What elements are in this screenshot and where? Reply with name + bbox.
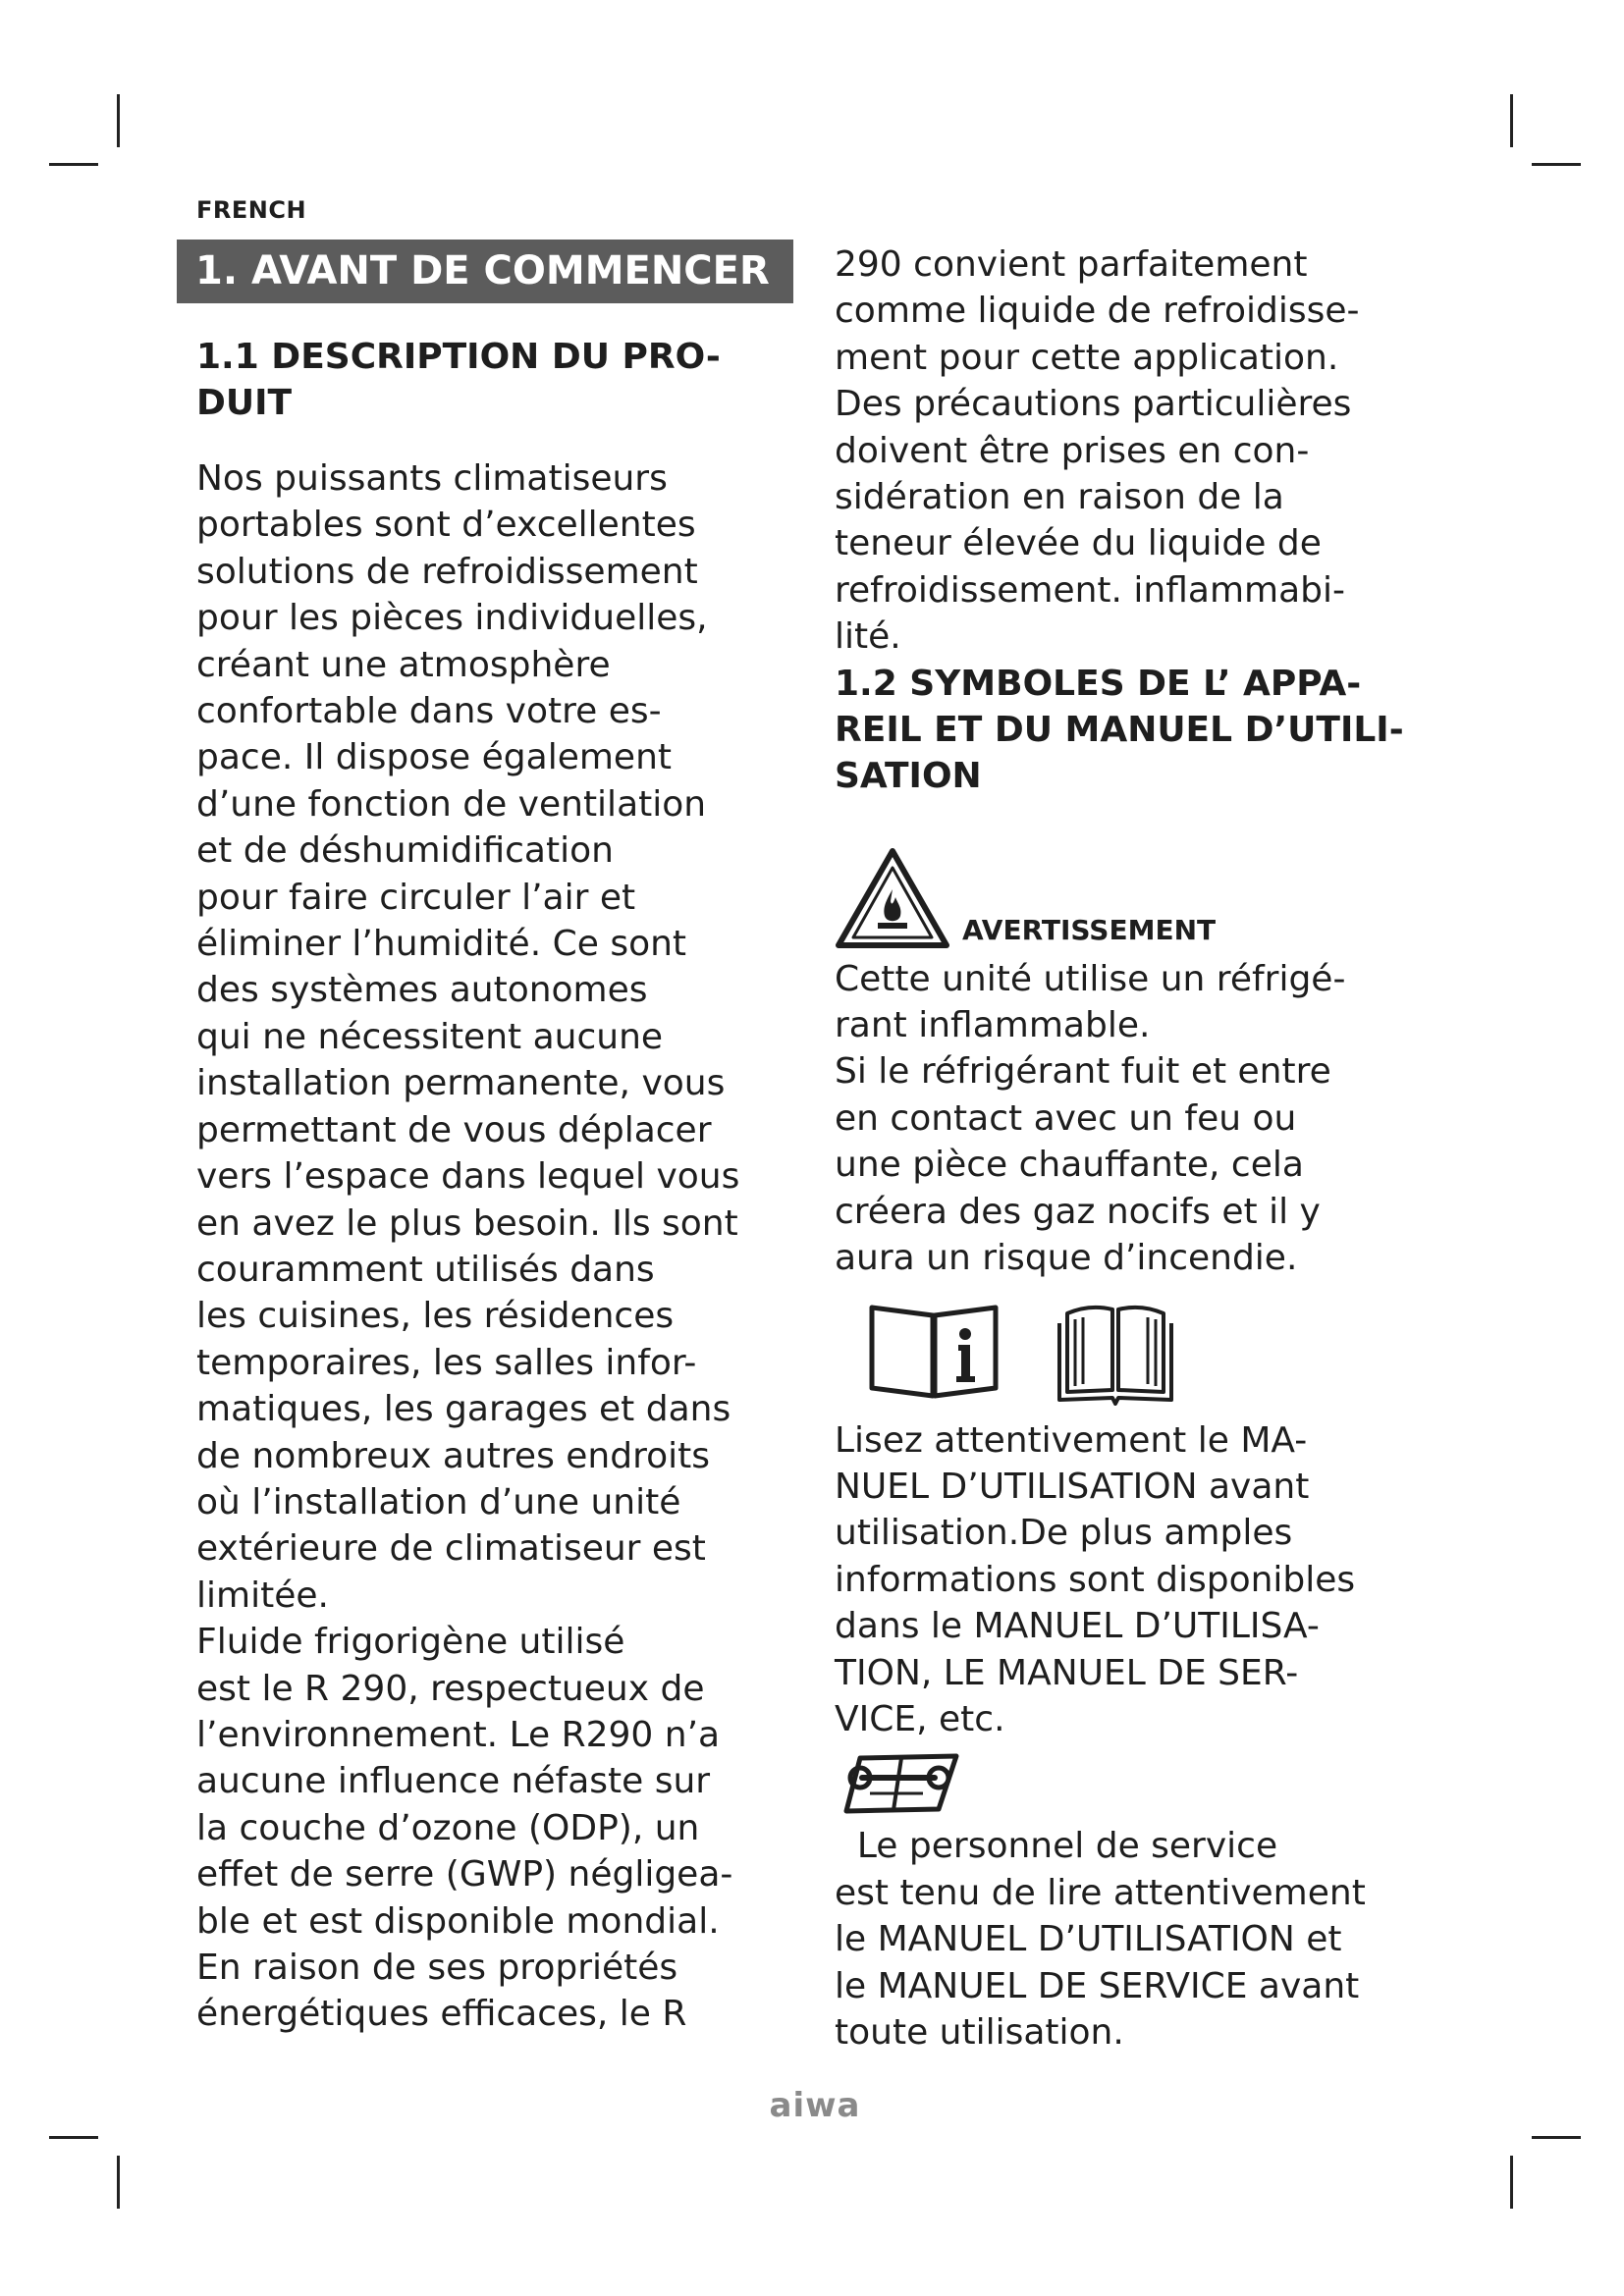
text-line: Nos puissants climatiseurs	[196, 458, 668, 499]
text-line: VICE, etc.	[835, 1698, 1005, 1739]
crop-mark	[49, 2136, 98, 2139]
text-line: En raison de ses propriétés	[196, 1948, 678, 1988]
heading-line: SATION	[835, 755, 982, 796]
text-line: en avez le plus besoin. Ils sont	[196, 1202, 738, 1244]
text-line: pour faire circuler l’air et	[196, 877, 636, 918]
warning-label: AVERTISSEMENT	[962, 913, 1217, 946]
text-line: énergétiques efficaces, le R	[196, 1994, 687, 2035]
description-heading	[196, 334, 815, 426]
text-line: pace. Il dispose également	[196, 737, 672, 778]
text-line: créera des gaz nocifs et il y	[835, 1191, 1321, 1232]
service-symbol-row	[835, 1742, 1463, 1823]
manual-info-icon	[868, 1300, 1000, 1400]
text-line: extérieure de climatiseur est	[196, 1528, 706, 1570]
text-line: où l’installation d’une unité	[196, 1481, 681, 1522]
text-line: est tenu de lire attentivement	[835, 1872, 1366, 1913]
text-line: confortable dans votre es-	[196, 691, 662, 732]
text-line: le MANUEL DE SERVICE avant	[835, 1965, 1360, 2006]
text-line: doivent être prises en con-	[835, 430, 1310, 471]
text-line: Lisez attentivement le MA-	[835, 1419, 1308, 1461]
text-line: créant une atmosphère	[196, 644, 611, 685]
text-line: Fluide frigorigène utilisé	[196, 1622, 625, 1663]
text-line: vers l’espace dans lequel vous	[196, 1156, 740, 1198]
text-line: portables sont d’excellentes	[196, 505, 696, 546]
text-line: effet de serre (GWP) négligea-	[196, 1854, 733, 1896]
right-column	[835, 241, 1463, 2056]
text-line: refroidissement. inflammabi-	[835, 569, 1346, 611]
text-line: couramment utilisés dans	[196, 1249, 655, 1290]
symbols-heading	[835, 661, 1463, 799]
text-line: dans le MANUEL D’UTILISA-	[835, 1606, 1320, 1647]
language-label: FRENCH	[196, 196, 307, 224]
text-line: Si le réfrigérant fuit et entre	[835, 1051, 1331, 1093]
manual-symbols-row	[835, 1300, 1463, 1415]
text-line: ment pour cette application.	[835, 337, 1339, 378]
service-manual-wrench-icon	[840, 1748, 962, 1817]
text-line: sidération en raison de la	[835, 477, 1284, 518]
crop-mark	[1532, 2136, 1581, 2139]
text-line: rant inflammable.	[835, 1005, 1151, 1046]
text-line: aura un risque d’incendie.	[835, 1238, 1298, 1279]
text-line: matiques, les garages et dans	[196, 1389, 731, 1430]
warning-text	[835, 956, 1463, 1282]
heading-line: REIL ET DU MANUEL D’UTILI-	[835, 709, 1404, 750]
text-line: de nombreux autres endroits	[196, 1435, 711, 1476]
text-line: temporaires, les salles infor-	[196, 1342, 697, 1383]
text-line: solutions de refroidissement	[196, 551, 698, 592]
text-line: lité.	[835, 616, 901, 658]
manual-book-icon	[1056, 1300, 1175, 1406]
text-line: le MANUEL D’UTILISATION et	[835, 1919, 1342, 1960]
text-line: utilisation.De plus amples	[835, 1513, 1293, 1554]
text-line: et de déshumidification	[196, 830, 614, 872]
text-line: Cette unité utilise un réfrigé-	[835, 958, 1346, 999]
text-line: Le personnel de service	[835, 1826, 1278, 1867]
crop-mark	[117, 2156, 120, 2209]
section-title: 1. AVANT DE COMMENCER	[177, 240, 793, 303]
text-line: ble et est disponible mondial.	[196, 1900, 720, 1942]
manual-text	[835, 1417, 1463, 1743]
crop-mark	[49, 163, 98, 166]
heading-line: 1.1 DESCRIPTION DU PRO-	[196, 337, 721, 377]
text-line: permettant de vous déplacer	[196, 1109, 712, 1150]
crop-mark	[1532, 163, 1581, 166]
service-text	[835, 1823, 1463, 2056]
aiwa-logo	[746, 2085, 884, 2124]
text-line: aucune influence néfaste sur	[196, 1761, 711, 1802]
text-line: les cuisines, les résidences	[196, 1296, 675, 1337]
text-line: comme liquide de refroidisse-	[835, 291, 1360, 332]
heading-line: 1.2 SYMBOLES DE L’ APPA-	[835, 663, 1362, 704]
left-column	[196, 334, 815, 2038]
text-line: l’environnement. Le R290 n’a	[196, 1714, 721, 1755]
flammable-warning-icon	[835, 846, 950, 950]
text-line: toute utilisation.	[835, 2011, 1124, 2053]
text-line: 290 convient parfaitement	[835, 244, 1308, 285]
text-line: en contact avec un feu ou	[835, 1097, 1297, 1139]
text-line: est le R 290, respectueux de	[196, 1668, 705, 1709]
text-line: pour les pièces individuelles,	[196, 598, 708, 639]
brand-logo-text: aiwa	[769, 2086, 861, 2124]
description-continued	[835, 241, 1463, 661]
text-line: d’une fonction de ventilation	[196, 783, 707, 825]
text-line: la couche d’ozone (ODP), un	[196, 1807, 700, 1848]
text-line: une pièce chauffante, cela	[835, 1145, 1304, 1186]
crop-mark	[1510, 94, 1513, 147]
text-line: TION, LE MANUEL DE SER-	[835, 1652, 1299, 1693]
text-line: des systèmes autonomes	[196, 970, 648, 1011]
text-line: installation permanente, vous	[196, 1063, 726, 1104]
text-line: informations sont disponibles	[835, 1559, 1356, 1600]
crop-mark	[117, 94, 120, 147]
text-line: Des précautions particulières	[835, 384, 1352, 425]
heading-line: DUIT	[196, 383, 293, 423]
description-body	[196, 455, 815, 2038]
text-line: qui ne nécessitent aucune	[196, 1016, 664, 1057]
crop-mark	[1510, 2156, 1513, 2209]
text-line: NUEL D’UTILISATION avant	[835, 1466, 1310, 1507]
text-line: limitée.	[196, 1575, 329, 1616]
warning-symbol-row	[835, 846, 1463, 956]
text-line: teneur élevée du liquide de	[835, 523, 1322, 564]
text-line: éliminer l’humidité. Ce sont	[196, 924, 687, 965]
